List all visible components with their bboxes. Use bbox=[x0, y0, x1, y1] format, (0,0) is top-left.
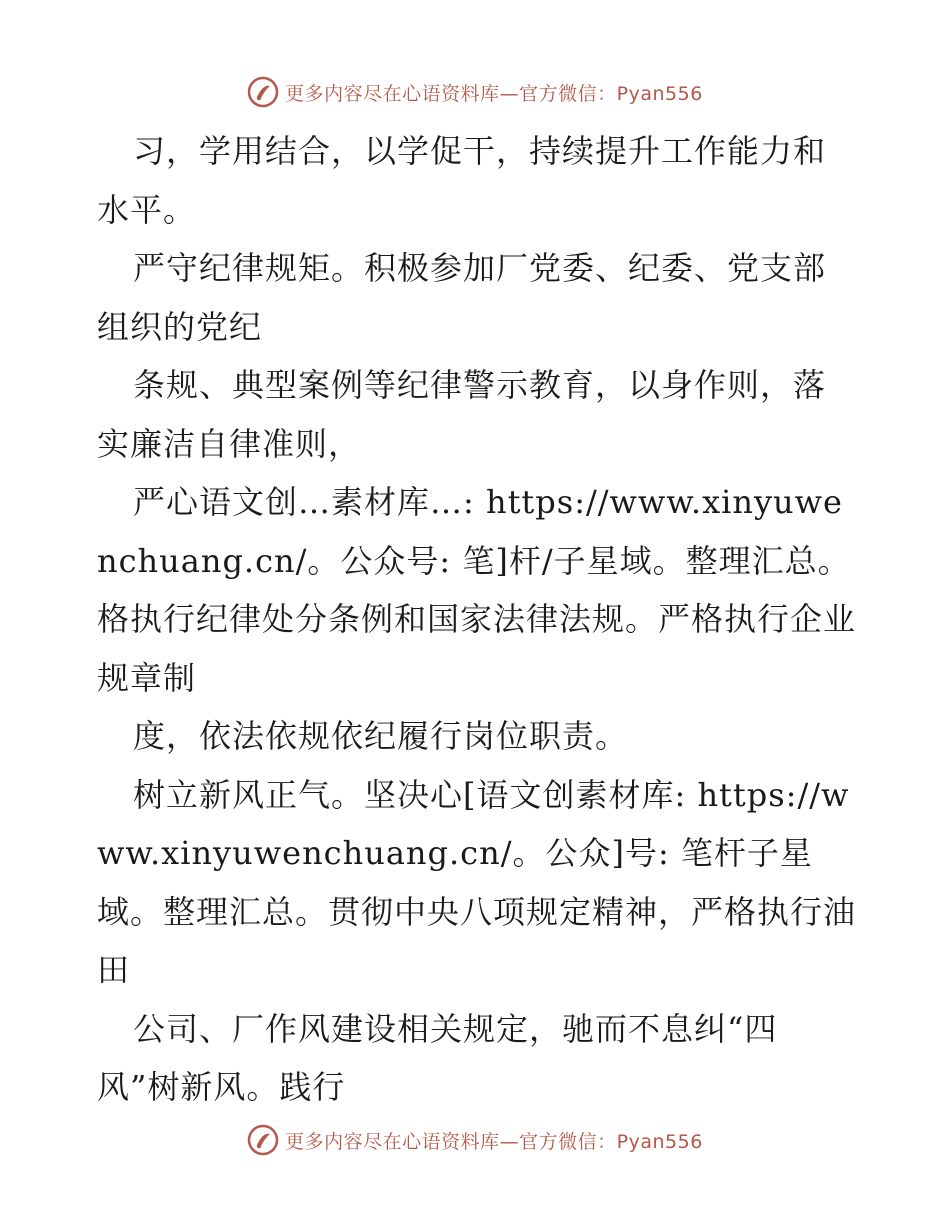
header-watermark bbox=[0, 72, 950, 112]
paragraph: 严心语文创…素材库…: https://www.xinyuwenchuang.cn/。公众号: 笔]杆/子星域。整理汇总。格执行纪律处分条例和国家法律法规。严格执行企业规章制 bbox=[97, 483, 857, 697]
footer-watermark bbox=[0, 1120, 950, 1160]
paragraph: 树立新风正气。坚决心[语文创素材库: https://www.xinyuwenchuang.cn/。公众]号: 笔杆子星域。整理汇总。贯彻中央八项规定精神，严格执行油田 bbox=[97, 775, 857, 989]
paragraph: 严守纪律规矩。积极参加厂党委、纪委、党支部组织的党纪 bbox=[97, 249, 827, 346]
paragraph: 习，学用结合，以学促干，持续提升工作能力和水平。 bbox=[97, 132, 827, 229]
paragraph: 公司、厂作风建设相关规定，驰而不息纠“四风”树新风。践行 bbox=[97, 1009, 778, 1106]
logo-icon bbox=[247, 76, 279, 108]
paragraph: 度，依法依规依纪履行岗位职责。 bbox=[133, 717, 629, 755]
paragraph: 条规、典型案例等纪律警示教育，以身作则，落实廉洁自律准则， bbox=[97, 366, 827, 463]
logo-icon bbox=[247, 1124, 279, 1156]
banner-text: 更多内容尽在心语资料库—官方微信：Pyan556 bbox=[285, 1130, 703, 1153]
document-body bbox=[97, 122, 857, 1117]
banner-text: 更多内容尽在心语资料库—官方微信：Pyan556 bbox=[285, 82, 703, 105]
